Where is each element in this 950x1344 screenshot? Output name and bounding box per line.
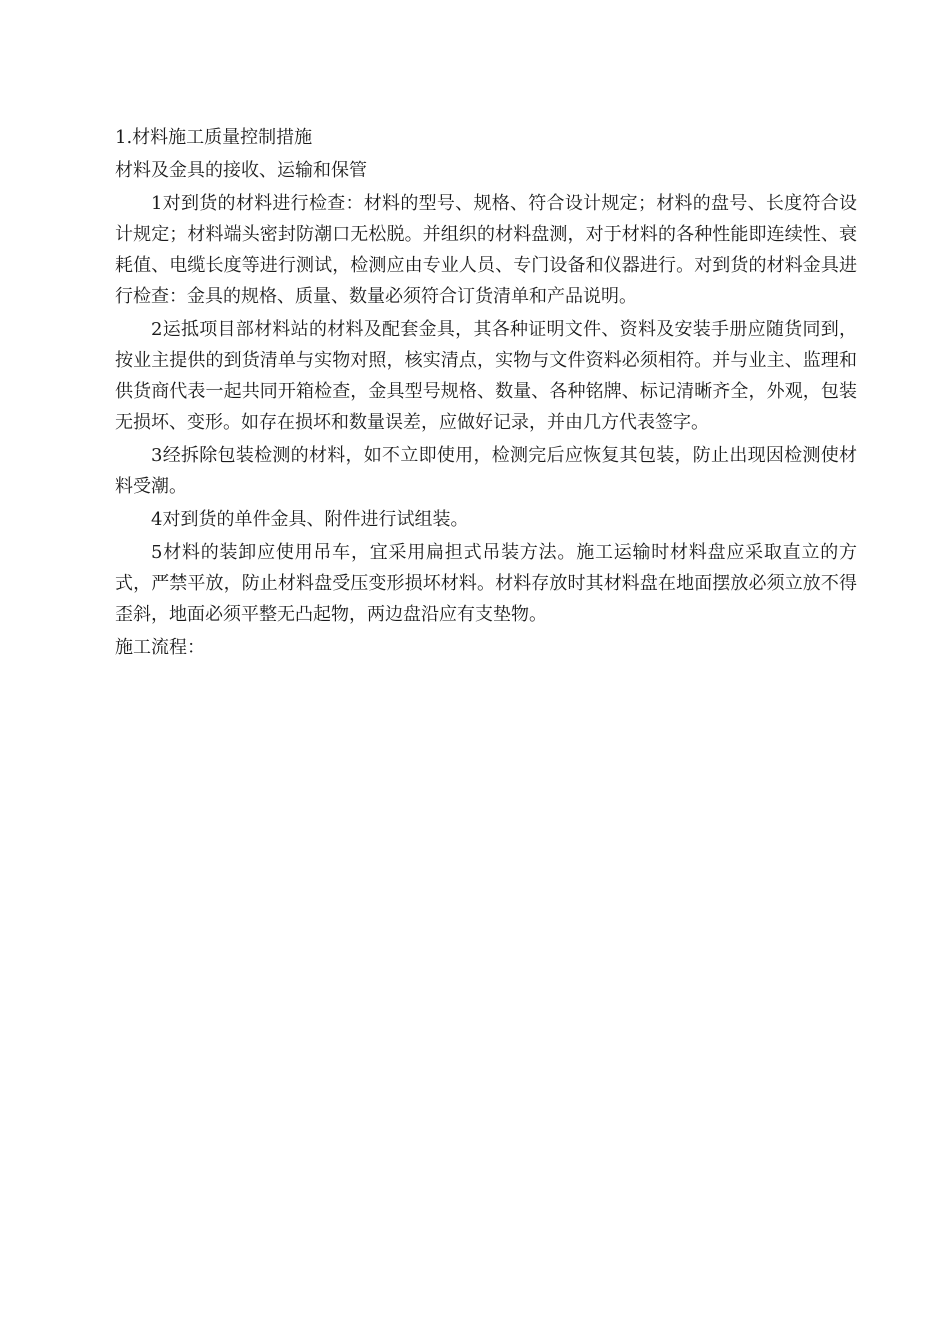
- document-body: [115, 122, 857, 665]
- paragraph-2: 2运抵项目部材料站的材料及配套金具，其各种证明文件、资料及安装手册应随货同到，按业主提供的到货清单与实物对照，核实清点，实物与文件资料必须相符。并与业主、监理和供货商代表一起共同开箱检查，金具型号规格、数量、各种铭牌、标记清晰齐全，外观，包装无损坏、变形。如存在损坏和数量误差，应做好记录，并由几方代表签字。: [115, 319, 857, 433]
- flow-label: 施工流程：: [115, 637, 205, 658]
- paragraph-3: 3经拆除包装检测的材料，如不立即使用，检测完后应恢复其包装，防止出现因检测使材料受潮。: [115, 445, 857, 497]
- paragraph-1: 1对到货的材料进行检查：材料的型号、规格、符合设计规定；材料的盘号、长度符合设计规定；材料端头密封防潮口无松脱。并组织的材料盘测，对于材料的各种性能即连续性、衰耗值、电缆长度等进行测试，检测应由专业人员、专门设备和仪器进行。对到货的材料金具进行检查：金具的规格、质量、数量必须符合订货清单和产品说明。: [115, 193, 857, 307]
- paragraph-4: 4对到货的单件金具、附件进行试组装。: [151, 509, 469, 530]
- section-title: 1.材料施工质量控制措施: [115, 127, 313, 148]
- paragraph-5: 5材料的装卸应使用吊车，宜采用扁担式吊装方法。施工运输时材料盘应采取直立的方式，严禁平放，防止材料盘受压变形损坏材料。材料存放时其材料盘在地面摆放必须立放不得歪斜，地面必须平整无凸起物，两边盘沿应有支垫物。: [115, 542, 857, 625]
- subsection-title: 材料及金具的接收、运输和保管: [115, 160, 367, 181]
